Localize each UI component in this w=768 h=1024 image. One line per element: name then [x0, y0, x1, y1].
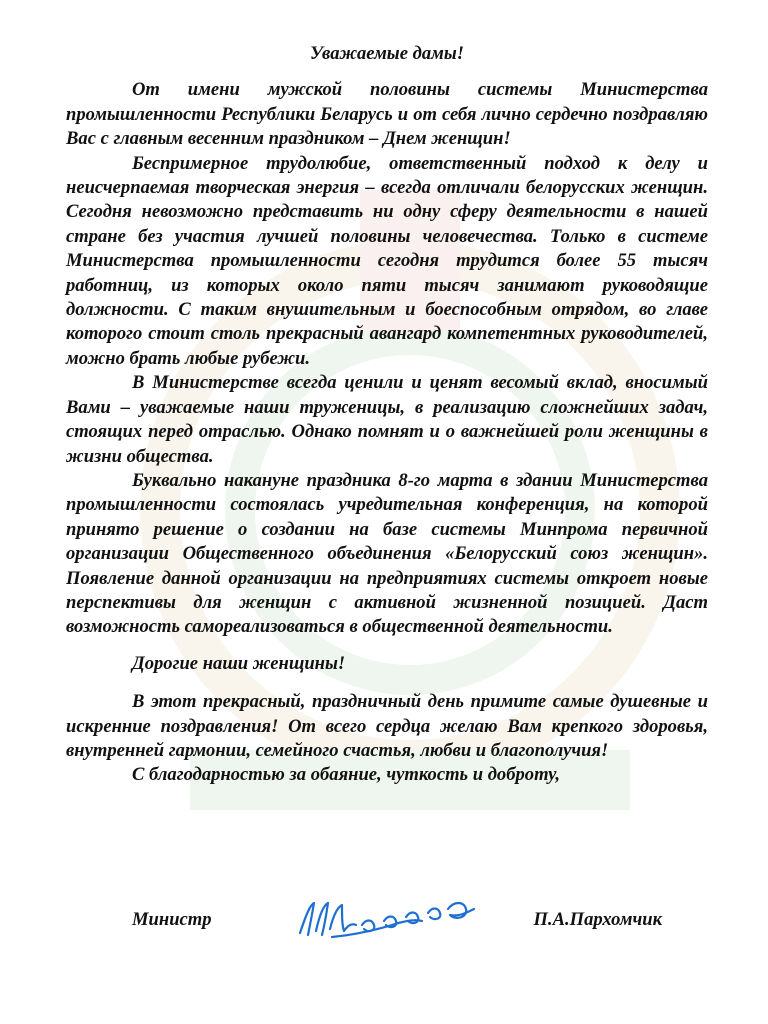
handwritten-signature: [292, 895, 492, 945]
closing-line: С благодарностью за обаяние, чуткость и доброту,: [132, 764, 561, 786]
paragraph-2: Беспримерное трудолюбие, ответственный подход к делу и неисчерпаемая творческая энергия – всегда отличали белорусских женщин. Сегодня невозможно представить ни одну сферу деятельности в нашей стране без участия лучшей половины человечества. Только в системе Министерства промышленности сегодня трудится более 55 тысяч работниц, из которых около пяти тысяч занимают руководящие должности. С таким внушительным и боеспособным отрядом, во главе которого стоит столь прекрасный авангард компетентных руководителей, можно брать любые рубежи.: [66, 152, 708, 369]
salutation: Уважаемые дамы!: [309, 43, 465, 64]
signatory-title: Министр: [132, 909, 212, 930]
paragraph-4: Буквально накануне праздника 8-го марта в здании Министерства промышленности состоялась учредительная конференция, на которой принято решение о создании на базе системы Минпрома первичной организации Общественного объединения «Белорусский союз женщин». Появление данной организации на предприятиях системы откроет новые перспективы для женщин с активной жизненной позицией. Даст возможность самореализоваться в общественной деятельности.: [66, 469, 708, 638]
paragraph-1: От имени мужской половины системы Министерства промышленности Республики Беларусь и от себя лично сердечно поздравляю Вас с главным весенним праздником – Днем женщин!: [66, 79, 708, 150]
letter-body: [66, 42, 708, 788]
signature-block: [132, 907, 692, 947]
subheading: Дорогие наши женщины!: [132, 652, 346, 674]
wishes-paragraph: В этот прекрасный, праздничный день примите самые душевные и искренние поздравления! От всего сердца желаю Вам крепкого здоровья, внутренней гармонии, семейного счастья, любви и благополучия!: [66, 691, 708, 761]
paragraph-3: В Министерстве всегда ценили и ценят весомый вклад, вносимый Вами – уважаемые наши труженицы, в реализацию сложнейших задач, стоящих перед отраслью. Однако помнят и о важнейшей роли женщины в жизни общества.: [66, 372, 708, 467]
signatory-name: П.А.Пархомчик: [533, 909, 662, 930]
